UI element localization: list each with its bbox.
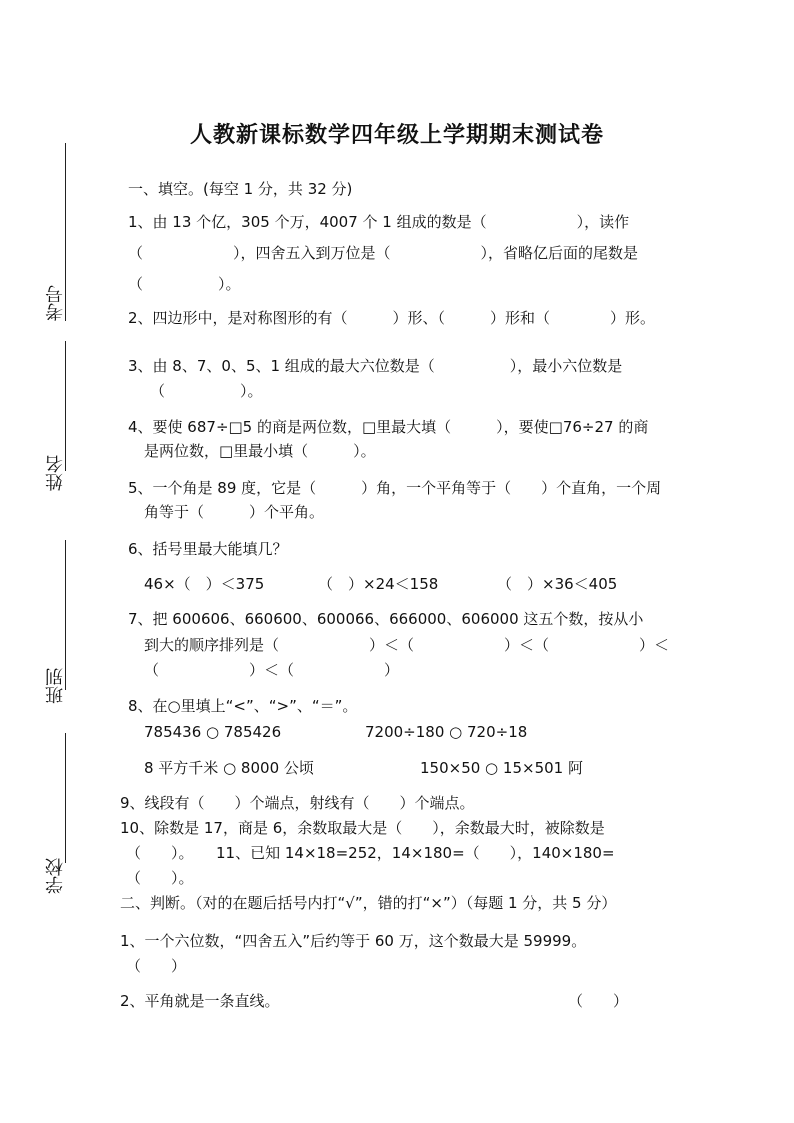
q3-line1: 3、由 8、7、0、5、1 组成的最大六位数是（ ），最小六位数是: [128, 357, 623, 375]
q8-item-2: 7200÷180 ○ 720÷18: [365, 723, 528, 741]
s2-q1-line1: 1、一个六位数，“四舍五入”后约等于 60 万，这个数最大是 59999。: [120, 932, 587, 950]
s2-q2-line: 2、平角就是一条直线。: [120, 992, 280, 1010]
s2-q2-bracket: （ ）: [568, 992, 629, 1010]
q8-item-3: 8 平方千米 ○ 8000 公顷: [144, 759, 314, 777]
q9-line: 9、线段有（ ）个端点，射线有（ ）个端点。: [120, 794, 475, 812]
q5-line2: 角等于（ ）个平角。: [144, 503, 325, 521]
s2-q1-line2: （ ）: [126, 957, 187, 975]
q7-line3: （ ）＜（ ）: [144, 661, 400, 679]
q7-line2: 到大的顺序排列是（ ）＜（ ）＜（ ）＜: [144, 636, 670, 654]
q1-line1: 1、由 13 个亿，305 个万，4007 个 1 组成的数是（ ），读作: [128, 213, 630, 231]
side-rule-exam-name: [65, 341, 66, 471]
class-label: 班别: [45, 668, 66, 704]
q10-line3: （ ）。: [126, 869, 194, 887]
q8-line: 8、在○里填上“<”、“>”、“＝”。: [128, 697, 358, 715]
section2-heading: 二、判断。（对的在题后括号内打“√”，错的打“×”）（每题 1 分，共 5 分）: [120, 894, 617, 912]
q10-line1: 10、除数是 17，商是 6，余数取最大是（ ），余数最大时，被除数是: [120, 819, 605, 837]
q10-line2: （ ）。 11、已知 14×18=252，14×180=（ ），140×180=: [126, 844, 615, 862]
q7-line1: 7、把 600606、660600、600066、666000、606000 这五个数，按从小: [128, 610, 644, 628]
q4-line2: 是两位数，□里最小填（ ）。: [144, 442, 376, 460]
q4-line1: 4、要使 687÷□5 的商是两位数，□里最大填（ ），要使□76÷27 的商: [128, 418, 649, 436]
q8-item-4: 150×50 ○ 15×501 阿: [420, 759, 583, 777]
q6-item-1: 46×（ ）＜375: [144, 575, 265, 593]
q6-item-3: （ ）×36＜405: [497, 575, 618, 593]
q2-line: 2、四边形中，是对称图形的有（ ）形、（ ）形和（ ）形。: [128, 309, 656, 327]
exam-no-label: 考号: [45, 285, 66, 321]
q3-line2: （ ）。: [150, 382, 263, 400]
q6-line: 6、括号里最大能填几？: [128, 540, 288, 558]
q6-item-2: （ ）×24＜158: [318, 575, 439, 593]
page-title: 人教新课标数学四年级上学期期末测试卷: [189, 122, 604, 148]
section1-heading: 一、填空。(每空 1 分，共 32 分): [128, 180, 353, 198]
q1-line3: （ ）。: [128, 275, 241, 293]
q5-line1: 5、一个角是 89 度，它是（ ）角，一个平角等于（ ）个直角，一个周: [128, 479, 662, 497]
q1-line2: （ ），四舍五入到万位是（ ），省略亿后面的尾数是: [128, 244, 639, 262]
school-label: 学校: [45, 858, 66, 894]
name-label: 姓名: [45, 455, 66, 491]
side-rule-school: [65, 733, 66, 863]
q8-item-1: 785436 ○ 785426: [144, 723, 282, 741]
